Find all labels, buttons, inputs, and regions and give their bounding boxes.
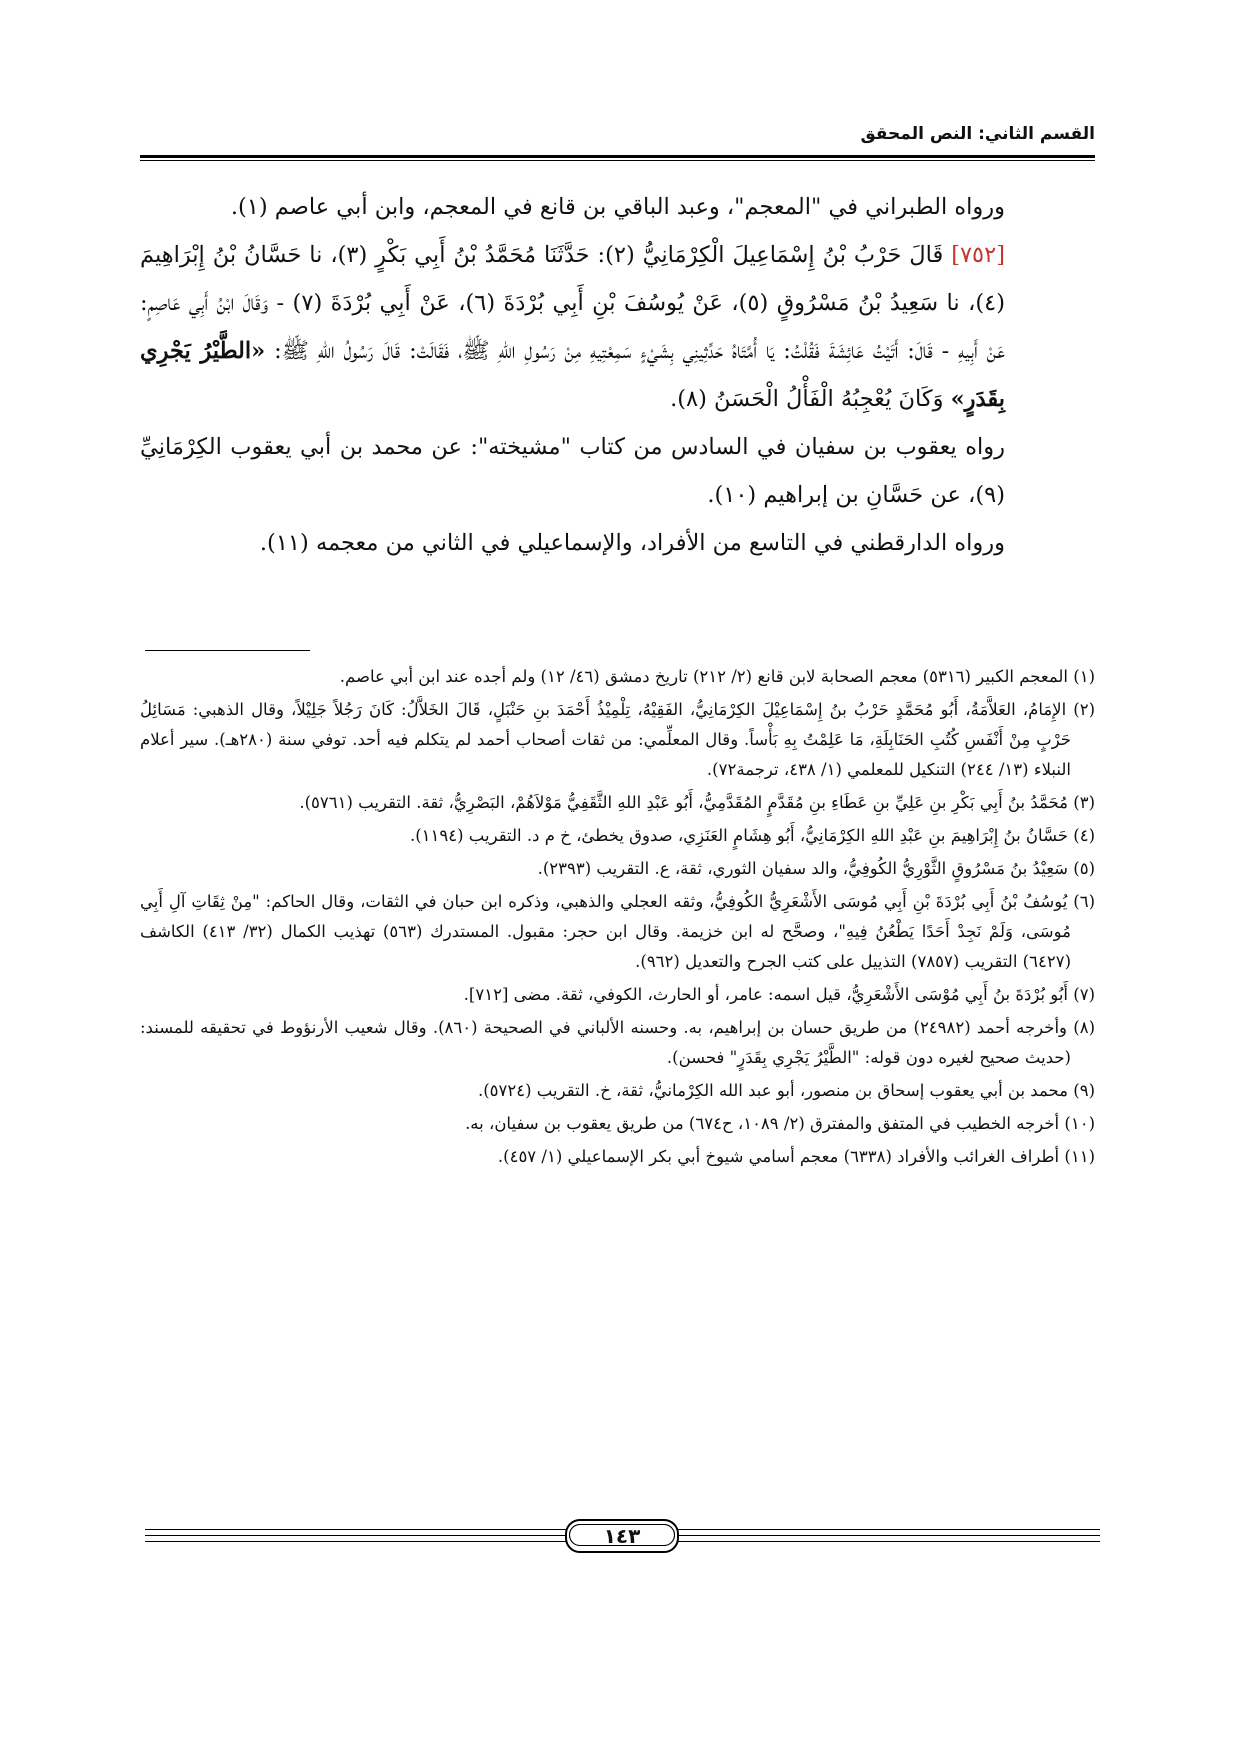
footnote-separator xyxy=(145,650,310,651)
main-text xyxy=(140,183,1095,567)
hadith-isnad: قَالَ حَرْبُ بْنُ إِسْمَاعِيلَ الْكِرْمَانِيُّ (٢): حَدَّثَنَا مُحَمَّدُ بْنُ أَبِي بَكْرٍ (٣)، نا حَسَّانُ بْنُ إِبْرَاهِيمَ (٤)، نا سَعِيدُ بْنُ مَسْرُوقٍ (٥)، عَنْ يُوسُفَ بْنِ أَبِي بُرْدَةَ (٦)، عَنْ أَبِي بُرْدَةَ (٧) - وَقَالَ ابْنُ أَبِي عَاصِمٍ: عَنْ أَبِيهِ - قَالَ: أَتَيْتُ عَائِشَةَ فَقُلْتُ: يَا أُمَّتَاهُ حَدِّثِينِي بِشَيْءٍ سَمِعْتِيهِ مِنْ رَسُولِ اللهِ ﷺ، فَقَالَتْ: قَالَ رَسُولُ اللهِ ﷺ: xyxy=(140,242,1005,364)
footnote-8: (٨) وأخرجه أحمد (٢٤٩٨٢) من طريق حسان بن إبراهيم، به. وحسنه الألباني في الصحيحة (٨٦٠). وقال شعيب الأرنؤوط في تحقيقه للمسند: (حديث صحيح لغيره دون قوله: "الطَّيْرُ يَجْرِي بِقَدَرٍ" فحسن). xyxy=(140,1018,1095,1067)
header-title: القسم الثاني: النص المحقق xyxy=(860,124,1095,144)
footnote-1: (١) المعجم الكبير (٥٣١٦) معجم الصحابة لابن قانع (٢/ ٢١٢) تاريخ دمشق (٤٦/ ١٢) ولم أجده عند ابن أبي عاصم. xyxy=(339,667,1095,686)
footnote-9: (٩) محمد بن أبي يعقوب إسحاق بن منصور، أبو عبد الله الكِرْمانيُّ، ثقة، خ. التقريب (٥٧٢٤). xyxy=(477,1081,1095,1100)
hadith-matn: «الطَّيْرُ يَجْرِي بِقَدَرٍ» xyxy=(140,338,1005,412)
page-footer xyxy=(145,1515,1100,1555)
footnote-10: (١٠) أخرجه الخطيب في المتفق والمفترق (٢/ ١٠٨٩، ح٦٧٤) من طريق يعقوب بن سفيان، به. xyxy=(465,1114,1095,1133)
footnote-5: (٥) سَعِيْدُ بنُ مَسْرُوقٍ الثَّوْرِيُّ الكُوفِيُّ، والد سفيان الثوري، ثقة، ع. التقريب (٢٣٩٣). xyxy=(537,859,1095,878)
footnote-4: (٤) حَسَّانُ بنُ إِبْرَاهِيمَ بنِ عَبْدِ اللهِ الكِرْمَانِيُّ، أَبُو هِشَامٍ العَنَزِي، صدوق يخطئ، خ م د. التقريب (١١٩٤). xyxy=(409,826,1095,845)
page-number-frame xyxy=(565,1519,679,1553)
running-header xyxy=(140,120,1095,160)
paragraph-3: رواه يعقوب بن سفيان في السادس من كتاب "مشيخته": عن محمد بن أبي يعقوب الكِرْمَانِيِّ (٩)، عن حَسَّانِ بن إبراهيم (١٠). xyxy=(140,434,1005,508)
footnote-2: (٢) الإِمَامُ، العَلاَّمَةُ، أَبُو مُحَمَّدٍ حَرْبُ بنُ إِسْمَاعِيْلَ الكِرْمَانِيُّ، الفَقِيْهُ، تِلْمِيْذُ أَحْمَدَ بنِ حَنْبَلٍ، قَالَ الخَلاَّلُ: كَانَ رَجُلاً جَلِيْلاً، وقال الذهبي: مَسَائِلُ حَرْبٍ مِنْ أَنْفَسِ كُتُبِ الحَنَابِلَةِ، مَا عَلِمْتُ بِهِ بَأْساً. وقال المعلِّمي: من ثقات أصحاب أحمد لم يتكلم فيه أحد. توفي سنة (٢٨٠هـ). سير أعلام النبلاء (١٣/ ٢٤٤) التنكيل للمعلمي (١/ ٤٣٨، ترجمة٧٢). xyxy=(140,700,1095,779)
footnote-6: (٦) يُوسُفُ بْنُ أَبِي بُرْدَةَ بْنِ أَبِي مُوسَى الأَشْعَرِيُّ الكُوفِيُّ، وثقه العجلي والذهبي، وذكره ابن حبان في الثقات، وقال الحاكم: "مِنْ ثِقَاتِ آلِ أَبِي مُوسَى، وَلَمْ نَجِدْ أَحَدًا يَطْعُنُ فِيهِ"، وصحَّح له ابن خزيمة. وقال ابن حجر: مقبول. المستدرك (٥٦٣) تهذيب الكمال (٣٢/ ٤١٣) الكاشف (٦٤٢٧) التقريب (٧٨٥٧) التذييل على كتب الجرح والتعديل (٩٦٢). xyxy=(140,892,1095,971)
hadith-number: [٧٥٢] xyxy=(951,242,1006,268)
paragraph-4: ورواه الدارقطني في التاسع من الأفراد، والإسماعيلي في الثاني من معجمه (١١). xyxy=(259,530,1005,556)
footnotes xyxy=(140,662,1095,1175)
header-rule xyxy=(140,155,1095,161)
hadith-end: وَكَانَ يُعْجِبُهُ الْفَأْلُ الْحَسَنُ (٨). xyxy=(670,386,944,412)
paragraph-1: ورواه الطبراني في "المعجم"، وعبد الباقي بن قانع في المعجم، وابن أبي عاصم (١). xyxy=(230,194,1005,220)
footnote-11: (١١) أطراف الغرائب والأفراد (٦٣٣٨) معجم أسامي شيوخ أبي بكر الإسماعيلي (١/ ٤٥٧). xyxy=(497,1147,1095,1166)
footnote-7: (٧) أَبُو بُرْدَةَ بنُ أَبِي مُوْسَى الأَشْعَرِيُّ، قيل اسمه: عامر، أو الحارث، الكوفي، ثقة. مضى [٧١٢]. xyxy=(463,985,1095,1004)
paragraph-hadith xyxy=(140,231,1095,423)
footnote-3: (٣) مُحَمَّدُ بنُ أَبِي بَكْرِ بنِ عَلِيِّ بنِ عَطَاءِ بنِ مُقَدَّمٍ المُقَدَّمِيُّ، أَبُو عَبْدِ اللهِ الثَّقَفِيُّ مَوْلاَهُمْ، البَصْرِيُّ، ثقة. التقريب (٥٧٦١). xyxy=(299,793,1095,812)
page-number: ١٤٣ xyxy=(603,1524,641,1548)
